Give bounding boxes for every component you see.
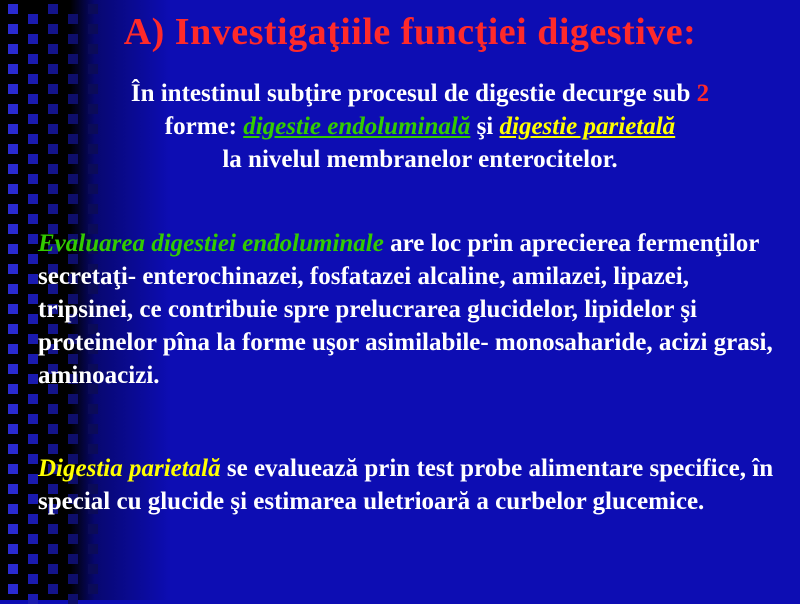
decorative-square [8,184,18,194]
para2-text: se evaluează prin test probe alimentare specifice, în special cu glucide şi estimarea uletrioară a curbelor glucemice. [38,455,774,515]
decorative-square [68,394,78,404]
decorative-square [28,334,38,344]
intro-text-3: la nivelul membranelor enterocitelor. [222,146,618,173]
intro-number: 2 [696,80,710,107]
decorative-square [68,414,78,424]
decorative-square [8,124,18,134]
decorative-square [28,134,38,144]
decorative-square [68,594,78,604]
decorative-square [48,544,58,554]
decorative-square [8,304,18,314]
decorative-square [8,144,18,154]
decorative-square [8,464,18,474]
decorative-square [28,194,38,204]
decorative-square [28,54,38,64]
decorative-square [28,514,38,524]
decorative-square [8,424,18,434]
decorative-square [8,204,18,214]
decorative-square [28,414,38,424]
decorative-square [88,404,98,414]
decorative-square [8,164,18,174]
decorative-square [28,254,38,264]
decorative-square [8,444,18,454]
decorative-square [68,534,78,544]
decorative-square [8,584,18,594]
decorative-square [28,274,38,284]
decorative-square [8,224,18,234]
decorative-square [68,554,78,564]
paragraph-endoluminal [38,227,790,392]
intro-conj: şi [476,113,494,140]
decorative-square [8,84,18,94]
decorative-square [28,214,38,224]
decorative-square [28,74,38,84]
decorative-square [8,524,18,534]
decorative-square [28,174,38,184]
decorative-square [28,534,38,544]
para1-term: Evaluarea digestiei endoluminale [38,230,384,257]
decorative-square [28,594,38,604]
decorative-square [8,344,18,354]
decorative-square [68,214,78,224]
decorative-square [48,564,58,574]
decorative-square [88,584,98,594]
decorative-square [8,64,18,74]
decorative-square [8,264,18,274]
decorative-square [48,64,58,74]
intro-text-1: În intestinul subţire procesul de digestie decurge sub [130,80,691,107]
decorative-square [88,564,98,574]
decorative-square [48,204,58,214]
decorative-square [28,234,38,244]
decorative-square [28,474,38,484]
decorative-square [8,284,18,294]
decorative-square [8,504,18,514]
decorative-square [88,204,98,214]
intro-paragraph [40,77,800,176]
decorative-square [88,64,98,74]
decorative-square [28,394,38,404]
decorative-square [28,94,38,104]
decorative-square [68,54,78,64]
term-endoluminal: digestie endoluminală [243,113,471,140]
decorative-square [28,574,38,584]
decorative-square [48,584,58,594]
para1-text: are loc prin aprecierea fermenţilor secretaţi- enterochinazei, fosfatazei alcaline, amilazei, lipazei, tripsinei, ce contribuie spre prelucrarea glucidelor, lipidelor şi proteinelor pîna la forme uşor asimilabile- monosaharide, acizi grasi, aminoacizi. [38,230,773,389]
decorative-square [68,194,78,204]
decorative-square [48,184,58,194]
decorative-square [88,424,98,434]
para2-term: Digestia parietală [38,455,221,482]
decorative-square [8,384,18,394]
decorative-square [28,454,38,464]
decorative-square [8,404,18,414]
decorative-square [68,574,78,584]
decorative-square [28,434,38,444]
decorative-square [8,244,18,254]
decorative-square [88,524,98,534]
decorative-square [28,294,38,304]
intro-text-2: forme: [164,113,237,140]
decorative-square [28,554,38,564]
decorative-square [28,374,38,384]
decorative-square [48,424,58,434]
decorative-square [48,524,58,534]
decorative-square [8,564,18,574]
decorative-square [48,404,58,414]
slide-title: A) Investigaţiile funcţiei digestive: [123,11,697,53]
paragraph-parietal [38,452,790,518]
decorative-square [8,484,18,494]
term-parietal: digestie parietală [499,113,676,140]
decorative-square [28,154,38,164]
decorative-square [88,544,98,554]
decorative-square [8,364,18,374]
decorative-square [28,354,38,364]
decorative-square [8,104,18,114]
decorative-square [8,544,18,554]
decorative-square [88,184,98,194]
decorative-square [8,324,18,334]
decorative-square [28,114,38,124]
decorative-square [28,314,38,324]
decorative-square [68,434,78,444]
decorative-square [28,494,38,504]
